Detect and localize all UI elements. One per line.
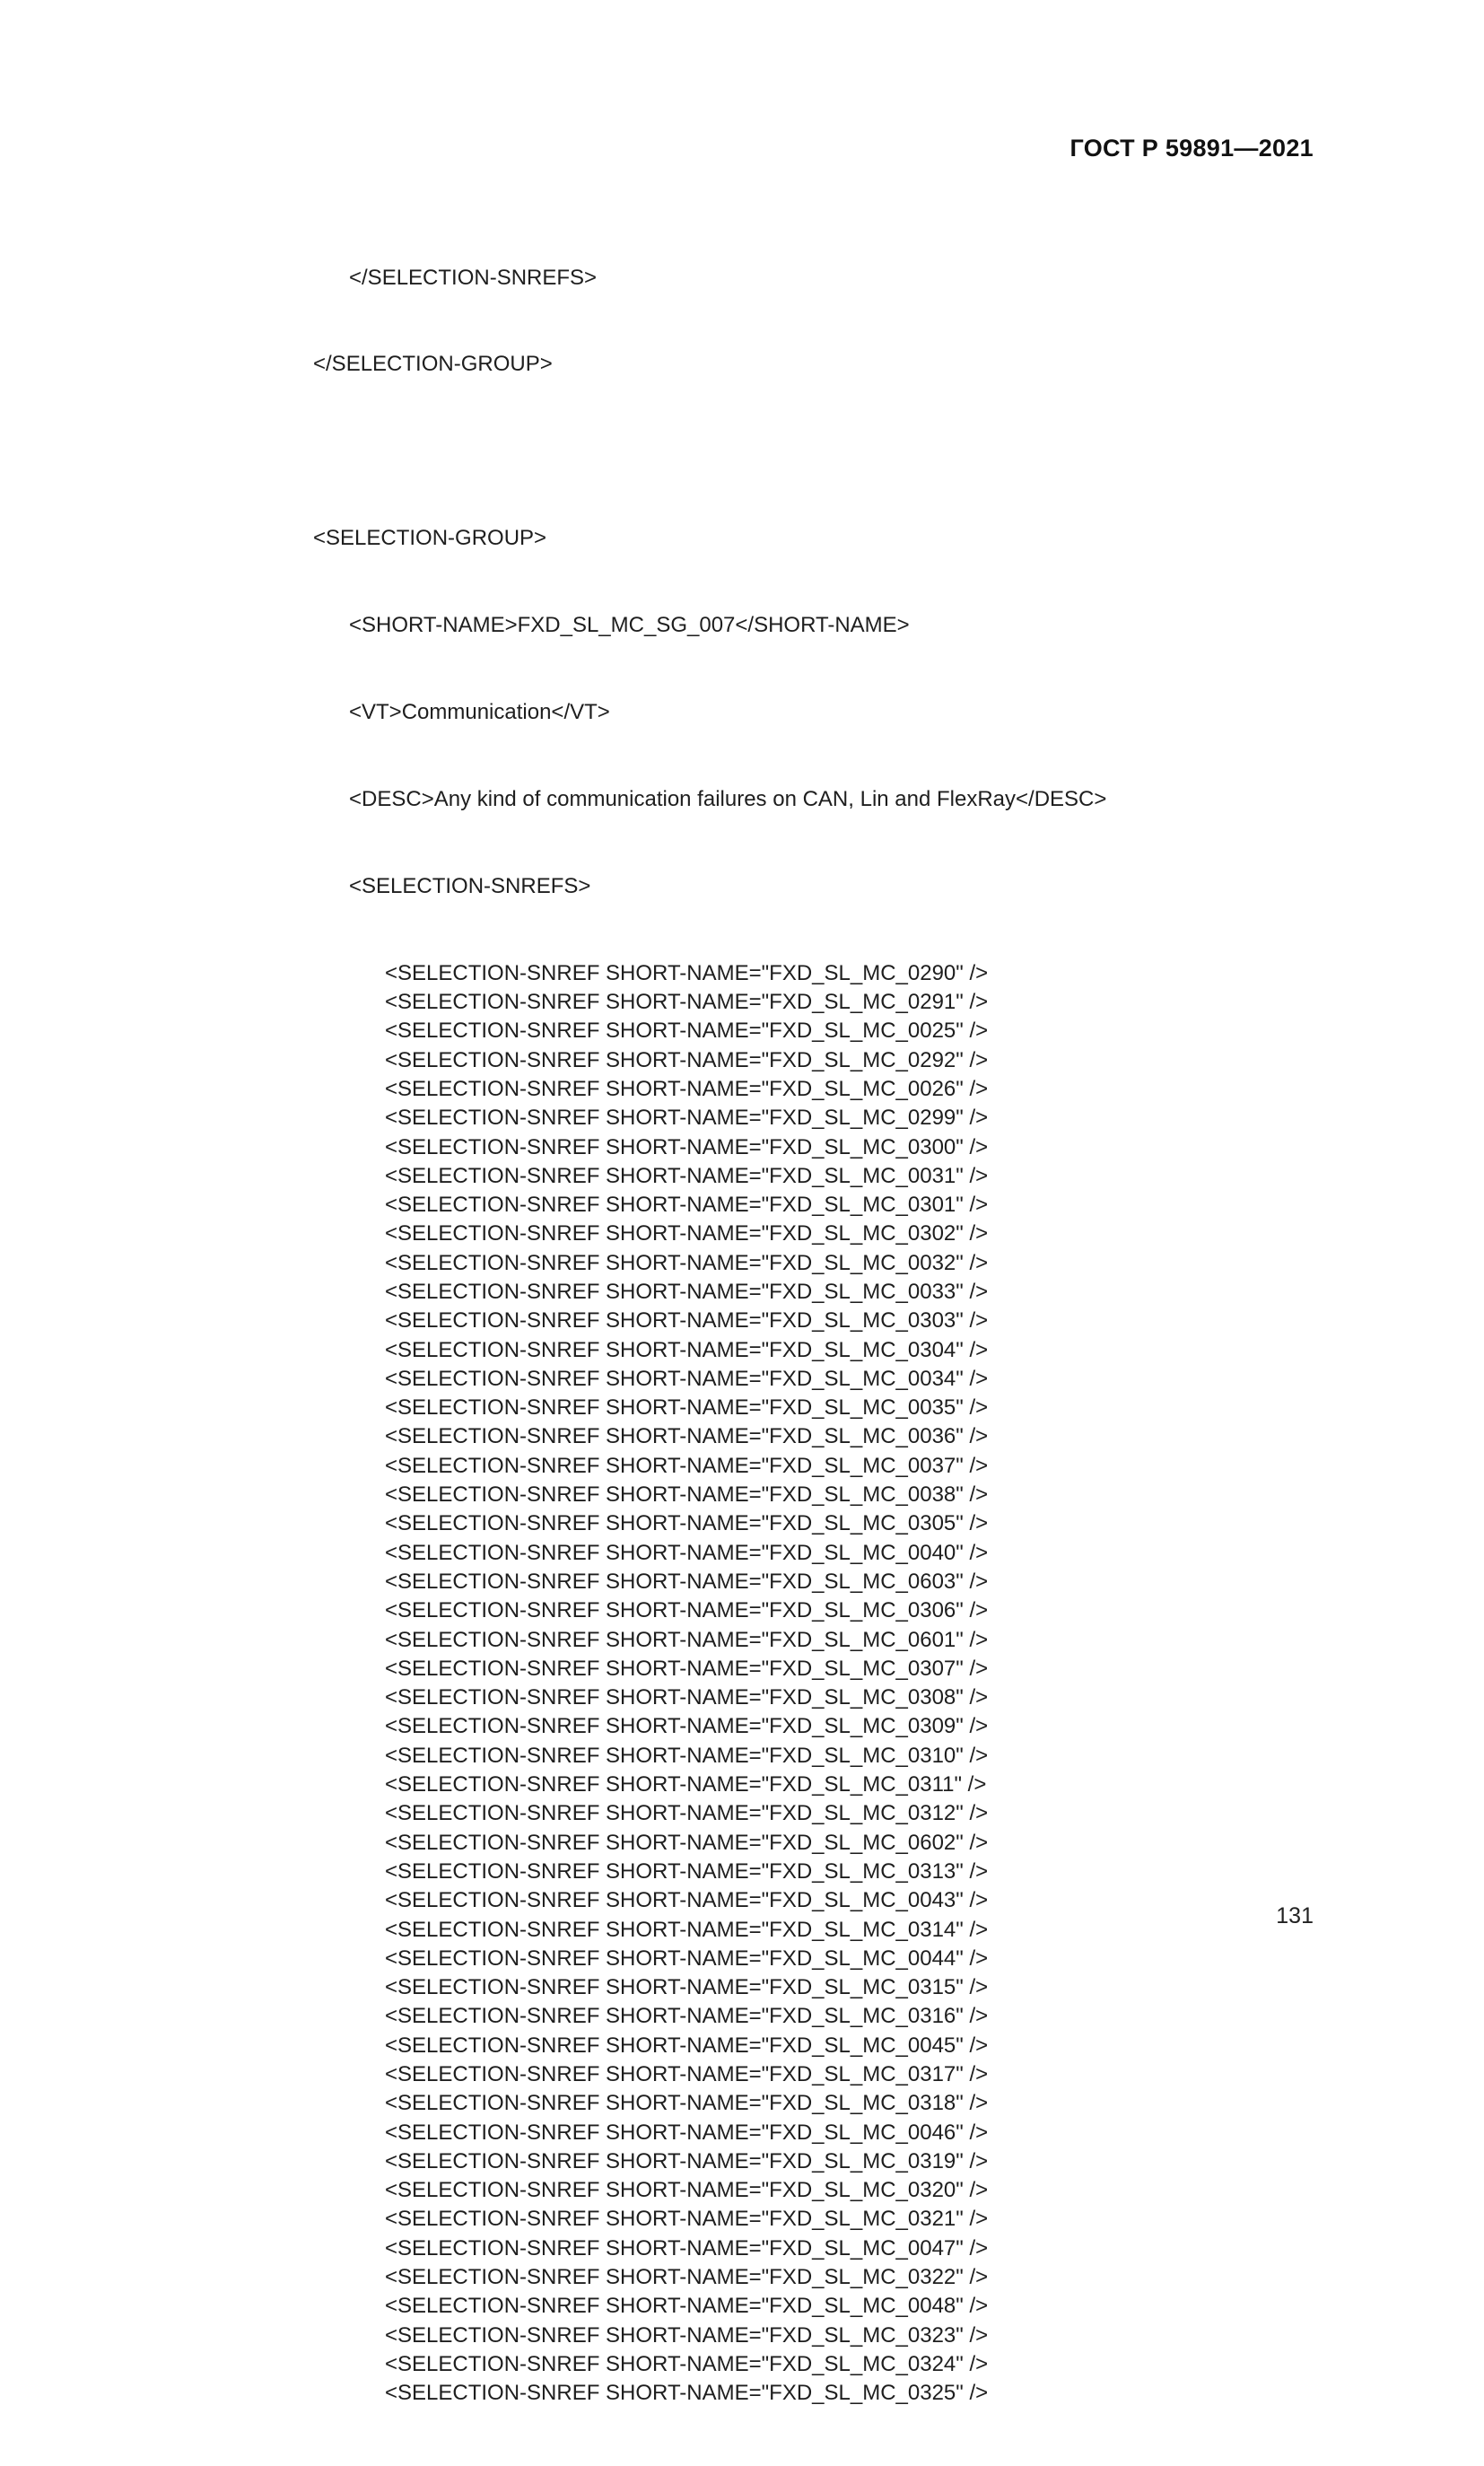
snref-line: <SELECTION-SNREF SHORT-NAME="FXD_SL_MC_0312" /> <box>385 1801 989 1826</box>
snref-line: <SELECTION-SNREF SHORT-NAME="FXD_SL_MC_0292" /> <box>385 1047 989 1072</box>
snref-line: <SELECTION-SNREF SHORT-NAME="FXD_SL_MC_0304" /> <box>385 1337 989 1362</box>
snref-line: <SELECTION-SNREF SHORT-NAME="FXD_SL_MC_0291" /> <box>385 990 989 1015</box>
snref-line: <SELECTION-SNREF SHORT-NAME="FXD_SL_MC_0301" /> <box>385 1193 989 1218</box>
code-line: <SELECTION-GROUP> <box>313 526 547 551</box>
snref-line: <SELECTION-SNREF SHORT-NAME="FXD_SL_MC_0313" /> <box>385 1858 989 1884</box>
snref-line: <SELECTION-SNREF SHORT-NAME="FXD_SL_MC_0032" /> <box>385 1250 989 1275</box>
snref-line: <SELECTION-SNREF SHORT-NAME="FXD_SL_MC_0603" /> <box>385 1569 989 1594</box>
snref-line: <SELECTION-SNREF SHORT-NAME="FXD_SL_MC_0303" /> <box>385 1308 989 1334</box>
snref-line: <SELECTION-SNREF SHORT-NAME="FXD_SL_MC_0311" /> <box>385 1772 987 1797</box>
code-line: <SHORT-NAME>FXD_SL_MC_SG_007</SHORT-NAME> <box>349 613 910 638</box>
page-number: 131 <box>1276 1903 1314 1928</box>
snref-line: <SELECTION-SNREF SHORT-NAME="FXD_SL_MC_0290" /> <box>385 960 989 985</box>
snref-line: <SELECTION-SNREF SHORT-NAME="FXD_SL_MC_0031" /> <box>385 1163 989 1188</box>
snref-line: <SELECTION-SNREF SHORT-NAME="FXD_SL_MC_0048" /> <box>385 2294 989 2319</box>
snref-line: <SELECTION-SNREF SHORT-NAME="FXD_SL_MC_0315" /> <box>385 1975 989 2000</box>
snref-line: <SELECTION-SNREF SHORT-NAME="FXD_SL_MC_0035" /> <box>385 1395 989 1421</box>
snref-line: <SELECTION-SNREF SHORT-NAME="FXD_SL_MC_0319" /> <box>385 2148 989 2173</box>
snref-line: <SELECTION-SNREF SHORT-NAME="FXD_SL_MC_0026" /> <box>385 1076 989 1101</box>
snref-line: <SELECTION-SNREF SHORT-NAME="FXD_SL_MC_0322" /> <box>385 2265 989 2290</box>
snref-line: <SELECTION-SNREF SHORT-NAME="FXD_SL_MC_0602" /> <box>385 1830 989 1855</box>
snref-line: <SELECTION-SNREF SHORT-NAME="FXD_SL_MC_0325" /> <box>385 2381 989 2406</box>
code-line: <VT>Communication</VT> <box>349 700 610 725</box>
code-line: <SELECTION-SNREFS> <box>349 873 591 898</box>
snref-line: <SELECTION-SNREF SHORT-NAME="FXD_SL_MC_0046" /> <box>385 2120 989 2145</box>
snref-line: <SELECTION-SNREF SHORT-NAME="FXD_SL_MC_0037" /> <box>385 1453 989 1478</box>
snref-list <box>313 959 1106 2409</box>
snref-line: <SELECTION-SNREF SHORT-NAME="FXD_SL_MC_0310" /> <box>385 1743 989 1768</box>
code-line: </SELECTION-SNREFS> <box>349 265 598 290</box>
snref-line: <SELECTION-SNREF SHORT-NAME="FXD_SL_MC_0308" /> <box>385 1685 989 1710</box>
snref-line: <SELECTION-SNREF SHORT-NAME="FXD_SL_MC_0043" /> <box>385 1888 989 1913</box>
snref-line: <SELECTION-SNREF SHORT-NAME="FXD_SL_MC_0307" /> <box>385 1656 989 1681</box>
snref-line: <SELECTION-SNREF SHORT-NAME="FXD_SL_MC_0047" /> <box>385 2235 989 2260</box>
snref-line: <SELECTION-SNREF SHORT-NAME="FXD_SL_MC_0321" /> <box>385 2207 989 2232</box>
snref-line: <SELECTION-SNREF SHORT-NAME="FXD_SL_MC_0044" /> <box>385 1946 989 1971</box>
snref-line: <SELECTION-SNREF SHORT-NAME="FXD_SL_MC_0601" /> <box>385 1627 989 1652</box>
snref-line: <SELECTION-SNREF SHORT-NAME="FXD_SL_MC_0306" /> <box>385 1598 989 1623</box>
snref-line: <SELECTION-SNREF SHORT-NAME="FXD_SL_MC_0038" /> <box>385 1482 989 1508</box>
snref-line: <SELECTION-SNREF SHORT-NAME="FXD_SL_MC_0040" /> <box>385 1540 989 1565</box>
snref-line: <SELECTION-SNREF SHORT-NAME="FXD_SL_MC_0324" /> <box>385 2351 989 2376</box>
document-number-header: ГОСТ Р 59891—2021 <box>1069 135 1314 162</box>
snref-line: <SELECTION-SNREF SHORT-NAME="FXD_SL_MC_0316" /> <box>385 2004 989 2029</box>
snref-line: <SELECTION-SNREF SHORT-NAME="FXD_SL_MC_0036" /> <box>385 1424 989 1449</box>
snref-line: <SELECTION-SNREF SHORT-NAME="FXD_SL_MC_0305" /> <box>385 1511 989 1536</box>
snref-line: <SELECTION-SNREF SHORT-NAME="FXD_SL_MC_0300" /> <box>385 1134 989 1159</box>
snref-line: <SELECTION-SNREF SHORT-NAME="FXD_SL_MC_0299" /> <box>385 1106 989 1131</box>
snref-line: <SELECTION-SNREF SHORT-NAME="FXD_SL_MC_0045" /> <box>385 2033 989 2058</box>
snref-line: <SELECTION-SNREF SHORT-NAME="FXD_SL_MC_0309" /> <box>385 1714 989 1739</box>
code-line: <DESC>Any kind of communication failures on CAN, Lin and FlexRay</DESC> <box>349 786 1107 811</box>
snref-line: <SELECTION-SNREF SHORT-NAME="FXD_SL_MC_0314" /> <box>385 1917 989 1942</box>
snref-line: <SELECTION-SNREF SHORT-NAME="FXD_SL_MC_0033" /> <box>385 1279 989 1304</box>
xml-listing <box>313 206 1106 2466</box>
snref-line: <SELECTION-SNREF SHORT-NAME="FXD_SL_MC_0318" /> <box>385 2091 989 2116</box>
snref-line: <SELECTION-SNREF SHORT-NAME="FXD_SL_MC_0302" /> <box>385 1221 989 1246</box>
blank-line <box>313 437 1106 466</box>
snref-line: <SELECTION-SNREF SHORT-NAME="FXD_SL_MC_0034" /> <box>385 1366 989 1391</box>
snref-line: <SELECTION-SNREF SHORT-NAME="FXD_SL_MC_0025" /> <box>385 1019 989 1044</box>
code-line: </SELECTION-GROUP> <box>313 352 553 377</box>
snref-line: <SELECTION-SNREF SHORT-NAME="FXD_SL_MC_0317" /> <box>385 2062 989 2086</box>
snref-line: <SELECTION-SNREF SHORT-NAME="FXD_SL_MC_0320" /> <box>385 2178 989 2203</box>
snref-line: <SELECTION-SNREF SHORT-NAME="FXD_SL_MC_0323" /> <box>385 2322 989 2348</box>
